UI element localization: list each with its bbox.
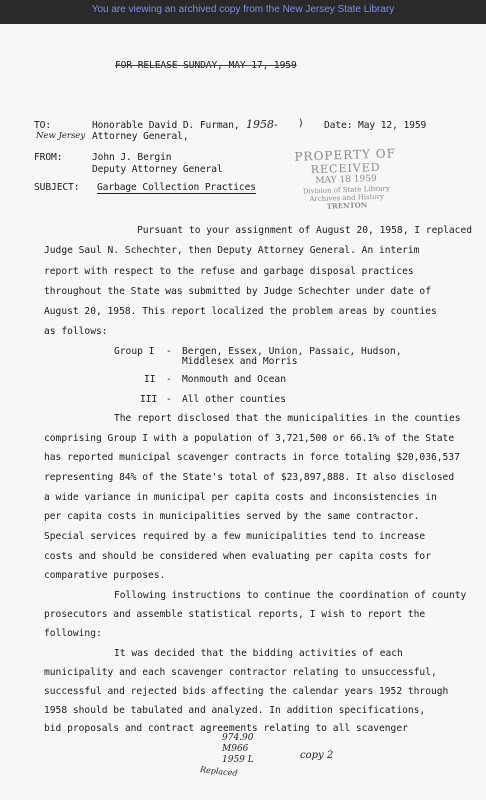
stamp-line-2: RECEIVED xyxy=(310,160,381,177)
para2-line-7: Special services required by a few municipalities tend to increase xyxy=(44,531,426,542)
group-1-value: Bergen, Essex, Union, Passaic, Hudson, xyxy=(182,346,402,357)
from-name: John J. Bergin xyxy=(92,152,172,163)
stamp-line-5: Archives and History xyxy=(309,192,385,204)
to-value: Honorable David D. Furman, xyxy=(92,120,240,131)
group-2-dash: - xyxy=(166,374,172,385)
para1-line-3: report with respect to the refuse and garbage disposal practices xyxy=(44,266,414,277)
stamp-line-3: MAY 18 1959 xyxy=(315,173,377,187)
para1-line-4: throughout the State was submitted by Judge Schechter under date of xyxy=(44,286,431,297)
group-3-value: All other counties xyxy=(182,394,286,405)
subject-label: SUBJECT: xyxy=(34,182,80,193)
to-label: TO: xyxy=(34,120,52,131)
para1-line-2: Judge Saul N. Schechter, then Deputy Attorney General. An interim xyxy=(44,245,420,256)
stamp-line-4: Division of State Library xyxy=(302,184,391,196)
archive-banner xyxy=(0,0,486,24)
date-line: Date: May 12, 1959 xyxy=(324,120,427,131)
para4-line-1: It was decided that the bidding activities of each xyxy=(114,648,403,659)
para2-line-9: comparative purposes. xyxy=(44,570,166,581)
para2-line-8: costs and should be considered when evaluating per capita costs for xyxy=(44,551,431,562)
para2-line-2: comprising Group I with a population of 3,721,500 or 66.1% of the State xyxy=(44,433,455,444)
from-label: FROM: xyxy=(34,152,63,163)
received-stamp xyxy=(287,146,405,210)
para3-line-3: following: xyxy=(44,628,102,639)
call-number-3: 1959 L xyxy=(222,755,254,765)
para1-line-1: Pursuant to your assignment of August 20, 1958, I replaced xyxy=(137,225,473,236)
archive-banner-text: You are viewing an archived copy from the New Jersey State Library xyxy=(91,4,395,15)
group-1-dash: - xyxy=(166,346,172,357)
para2-line-1: The report disclosed that the municipalities in the counties xyxy=(114,413,461,424)
to-handwritten-state: New Jersey xyxy=(36,131,86,141)
para3-line-2: prosecutors and assemble statistical reports, I wish to report the xyxy=(44,609,426,620)
para4-line-3: successful and rejected bids affecting the calendar years 1952 through xyxy=(44,686,449,697)
replaced-note: Replaced xyxy=(199,765,238,778)
to-title: Attorney General, xyxy=(92,131,189,142)
para2-line-5: a wide variance in municipal per capita costs and inconsistencies in xyxy=(44,492,437,503)
to-annotation: 1958- xyxy=(246,118,278,131)
para4-line-5: bid proposals and contract agreements relating to all scavenger xyxy=(44,723,408,734)
para4-line-2: municipality and each scavenger contractor relating to unsuccessful, xyxy=(44,667,437,678)
para2-line-3: has reported municipal scavenger contracts in force totaling $20,036,537 xyxy=(44,452,460,463)
para4-line-4: 1958 should be tabulated and analyzed. In addition specifications, xyxy=(44,705,426,716)
group-1-value-2: Middlesex and Morris xyxy=(182,356,298,367)
para1-line-6: as follows: xyxy=(44,326,108,337)
para2-line-4: representing 84% of the State's total of $23,897,888. It also disclosed xyxy=(44,472,455,483)
from-title: Deputy Attorney General xyxy=(92,164,223,175)
para1-line-5: August 20, 1958. This report localized the problem areas by counties xyxy=(44,306,437,317)
stamp-line-1: PROPERTY OF xyxy=(294,146,397,164)
group-3-label: III xyxy=(140,394,158,405)
call-number-1: 974.90 xyxy=(222,733,254,743)
to-paren: ) xyxy=(298,118,304,129)
subject-value: Garbage Collection Practices xyxy=(97,182,256,193)
group-1-label: Group I xyxy=(114,346,155,357)
para2-line-6: per capita costs in municipalities served by the same contractor. xyxy=(44,511,420,522)
stamp-line-6: TRENTON xyxy=(326,200,368,211)
group-3-dash: - xyxy=(166,394,172,405)
release-line: FOR RELEASE SUNDAY, MAY 17, 1959 xyxy=(115,60,297,71)
call-number-2: M966 xyxy=(222,744,249,754)
group-2-value: Monmouth and Ocean xyxy=(182,374,286,385)
copy-note: copy 2 xyxy=(300,750,334,761)
group-2-label: II xyxy=(144,374,156,385)
para3-line-1: Following instructions to continue the coordination of county xyxy=(114,590,467,601)
